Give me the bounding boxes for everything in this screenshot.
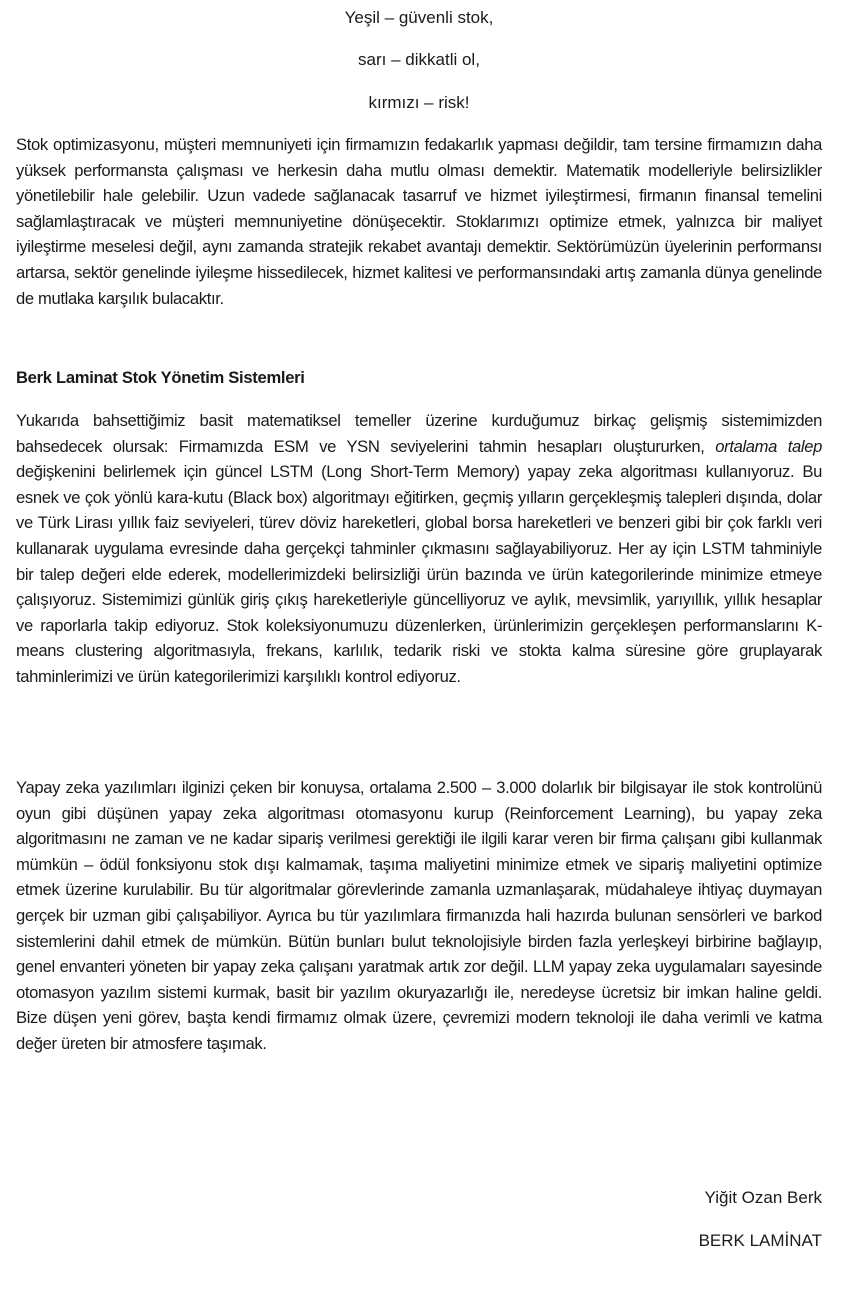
motto-line-yellow: sarı – dikkatli ol, bbox=[358, 50, 480, 69]
systems-paragraph bbox=[16, 408, 822, 690]
intro-paragraph: Stok optimizasyonu, müşteri memnuniyeti için firmamızın fedakarlık yapması değildir, tam tersine firmamızın daha yüksek performansta çalışması ve herkesin daha mutlu olması demektir. Matematik modelleriyle belirsizlikler yönetilebilir hale gelebilir. Uzun vadede sağlanacak tasarruf ve hizmet iyileştirmesi, firmanın finansal temelini sağlamlaştıracak ve müşteri memnuniyetine dönüşecektir. Stoklarımızı optimize etmek, yalnızca bir maliyet iyileştirme meselesi değil, aynı zamanda stratejik rekabet avantajı demektir. Sektörümüzün üyelerinin performansı artarsa, sektör genelinde iyileşme hissedilecek, hizmet kalitesi ve performansındaki artış zamanla dünya genelinde de mutlaka karşılık bulacaktır. bbox=[16, 135, 822, 308]
signature-company: BERK LAMİNAT bbox=[698, 1231, 822, 1250]
systems-paragraph-text-1: Yukarıda bahsettiğimiz basit matematiksel temeller üzerine kurduğumuz birkaç gelişmiş sistemimizden bahsedecek olursak: Firmamızda ESM ve YSN seviyelerini tahmin hesapları oluştururken, bbox=[16, 411, 822, 456]
motto-line-red: kırmızı – risk! bbox=[368, 93, 470, 112]
italic-term: ortalama talep bbox=[715, 436, 822, 456]
systems-paragraph-text-2: değişkenini belirlemek için güncel LSTM (Long Short-Term Memory) yapay zeka algoritması kullanıyoruz. Bu esnek ve çok yönlü kara-kutu (Black box) algoritmayı eğitirken, geçmiş yılların gerçekleşmiş talepleri dışında, dolar ve Türk Lirası yıllık faiz seviyeleri, türev döviz hareketleri, global borsa hareketleri ve benzeri gibi bir çok farklı veri kullanarak uygulama evresinde daha gerçekçi tahminler çıkmasını sağlayabiliyoruz. Her ay için LSTM tahminiyle bir talep değeri elde ederek, modellerimizdeki belirsizliği ürün bazında ve ürün kategorilerinde minimize etmeye çalışıyoruz. Sistemimizi günlük giriş çıkış hareketleriyle güncelliyoruz ve aylık, mevsimlik, yarıyıllık, yıllık hesaplar ve raporlarla takip ediyoruz. Stok koleksiyonumuzu düzenlerken, ürünlerimizin gerçekleşen performanslarını K-means clustering algoritmasıyla, frekans, karlılık, tedarik riski ve stokta kalma süresine göre gruplayarak tahminlerimizi ve ürün kategorilerimizi karşılıklı kontrol ediyoruz. bbox=[16, 462, 822, 686]
motto-line-green: Yeşil – güvenli stok, bbox=[344, 8, 494, 27]
ai-paragraph: Yapay zeka yazılımları ilginizi çeken bir konuysa, ortalama 2.500 – 3.000 dolarlık bir bilgisayar ile stok kontrolünü oyun gibi düşünen yapay zeka algoritması otomasyonu kurup (Reinforcement Learning), bu yapay zeka algoritmasını ne zaman ve ne kadar sipariş verilmesi gerektiği ile ilgili karar veren bir firma çalışanı gibi kullanmak mümkün – ödül fonksiyonu stok dışı kalmamak, taşıma maliyetini minimize etmek ve sipariş maliyetini optimize etmek üzerine kurulabilir. Bu tür algoritmalar görevlerinde zamanla uzmanlaşarak, müdahaleye ihtiyaç duymayan gerçek bir uzman gibi çalışabiliyor. Ayrıca bu tür yazılımlara firmanızda hali hazırda bulunan sensörleri ve barkod sistemlerini dahil etmek de mümkün. Bütün bunları bulut teknolojisiyle birden fazla yerleşkeyi birbirine bağlayıp, genel envanteri yöneten bir yapay zeka çalışanı yaratmak artık zor değil. LLM yapay zeka uygulamaları sayesinde otomasyon yazılım sistemi kurmak, basit bir yazılım okuryazarlığı ile, neredeyse ücretsiz bir imkan haline geldi. Bize düşen yeni görev, başta kendi firmamız olmak üzere, çevremizi modern teknoloji ile daha verimli ve katma değer üreten bir atmosfere taşımak. bbox=[16, 778, 822, 1053]
signature-name: Yiğit Ozan Berk bbox=[704, 1188, 822, 1207]
section-heading: Berk Laminat Stok Yönetim Sistemleri bbox=[16, 368, 305, 387]
